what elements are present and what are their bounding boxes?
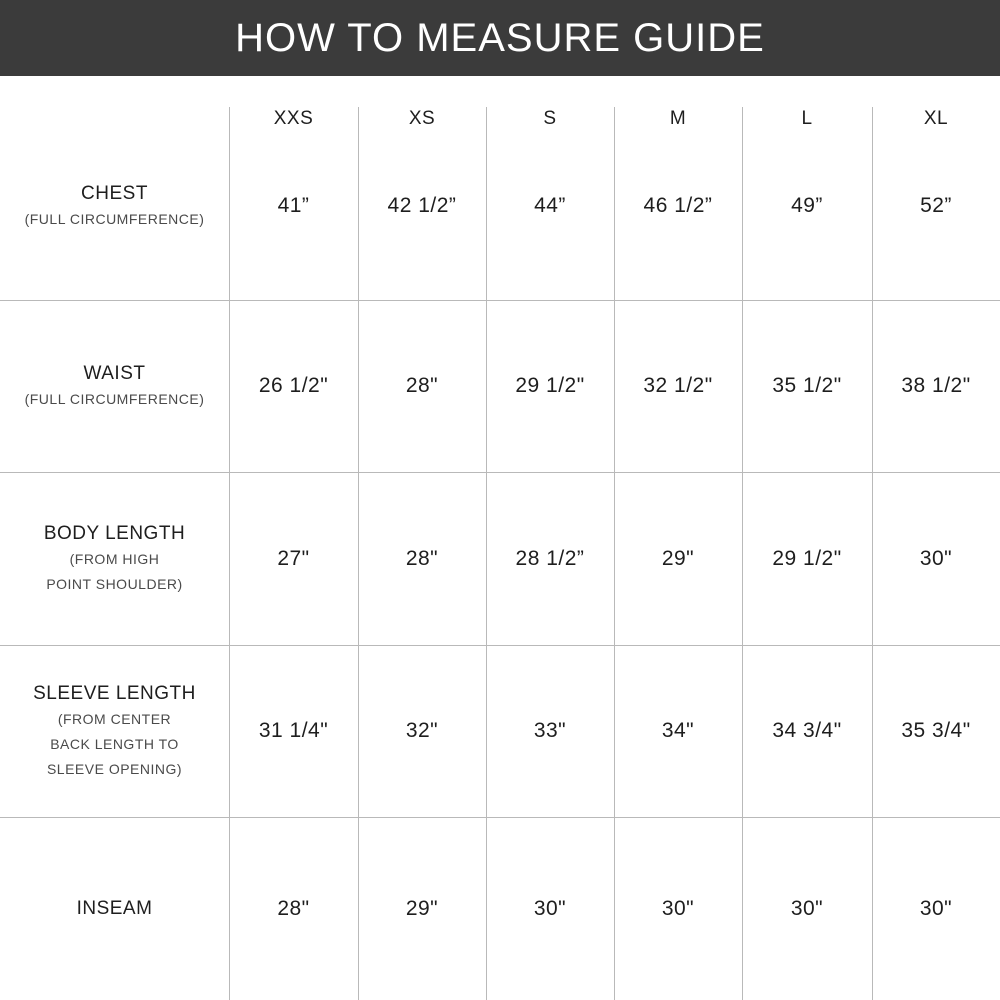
row-label-subtitle: SLEEVE OPENING) (46, 760, 183, 777)
size-header: XXS (273, 108, 314, 129)
row-divider (0, 645, 1000, 646)
row-label-title: WAIST (83, 362, 146, 384)
measurement-cell: 49” (791, 194, 823, 217)
row-label-title: BODY LENGTH (43, 522, 186, 544)
guide-banner (0, 0, 1000, 76)
measurement-cell: 29" (405, 896, 439, 920)
row-label-title: SLEEVE LENGTH (33, 682, 196, 704)
measurement-cell: 35 3/4" (901, 719, 971, 742)
measurement-cell: 33" (533, 719, 567, 742)
row-label-title: INSEAM (76, 897, 153, 919)
row-label-subtitle: POINT SHOULDER) (46, 575, 183, 592)
row-label-subtitle: (FULL CIRCUMFERENCE) (24, 210, 205, 227)
row-divider (0, 300, 1000, 301)
measurement-cell: 31 1/4" (258, 719, 329, 742)
measurement-cell: 30" (790, 896, 824, 920)
measurement-cell: 30" (919, 896, 953, 920)
row-label (0, 829, 229, 989)
measurement-cell: 28" (405, 374, 439, 397)
row-label (0, 306, 229, 466)
measurement-cell: 29" (661, 546, 695, 570)
row-label (0, 651, 229, 811)
measurement-cell: 46 1/2” (643, 194, 713, 217)
measurement-cell: 28" (277, 896, 310, 920)
size-header: L (801, 108, 813, 129)
measurement-cell: 28" (405, 546, 439, 570)
measurement-cell: 29 1/2" (515, 374, 585, 397)
measurement-cell: 28 1/2” (515, 546, 585, 570)
measurement-cell: 29 1/2" (772, 546, 842, 570)
row-label-subtitle: BACK LENGTH TO (50, 735, 179, 752)
measurement-cell: 27" (277, 546, 310, 570)
measurement-cell: 30" (533, 896, 567, 920)
measurement-cell: 26 1/2" (258, 374, 329, 397)
measurement-cell: 42 1/2” (387, 194, 457, 217)
measurement-cell: 41” (277, 194, 310, 217)
measurement-cell: 32" (405, 719, 439, 742)
size-header: XL (923, 108, 949, 129)
measurement-cell: 34 3/4" (772, 719, 842, 742)
row-label-title: CHEST (81, 182, 148, 204)
measurement-cell: 44” (534, 194, 566, 217)
measurement-cell: 32 1/2" (643, 374, 713, 397)
size-header: XS (408, 108, 436, 129)
measurement-cell: 34" (661, 719, 695, 742)
row-label-subtitle: (FULL CIRCUMFERENCE) (24, 390, 205, 407)
row-label (0, 126, 229, 286)
measurement-cell: 30" (919, 546, 953, 570)
measurement-cell: 38 1/2" (901, 374, 971, 397)
row-label-subtitle: (FROM CENTER (57, 710, 172, 727)
measurement-table (0, 76, 1000, 1000)
row-divider (0, 472, 1000, 473)
measurement-cell: 52” (920, 194, 952, 217)
measurement-cell: 30" (661, 896, 695, 920)
row-label (0, 479, 229, 639)
row-label-subtitle: (FROM HIGH (69, 550, 160, 567)
size-header: S (543, 108, 557, 129)
size-header: M (669, 108, 687, 129)
measurement-cell: 35 1/2" (772, 374, 842, 397)
row-divider (0, 817, 1000, 818)
guide-title: HOW TO MEASURE GUIDE (235, 15, 765, 60)
